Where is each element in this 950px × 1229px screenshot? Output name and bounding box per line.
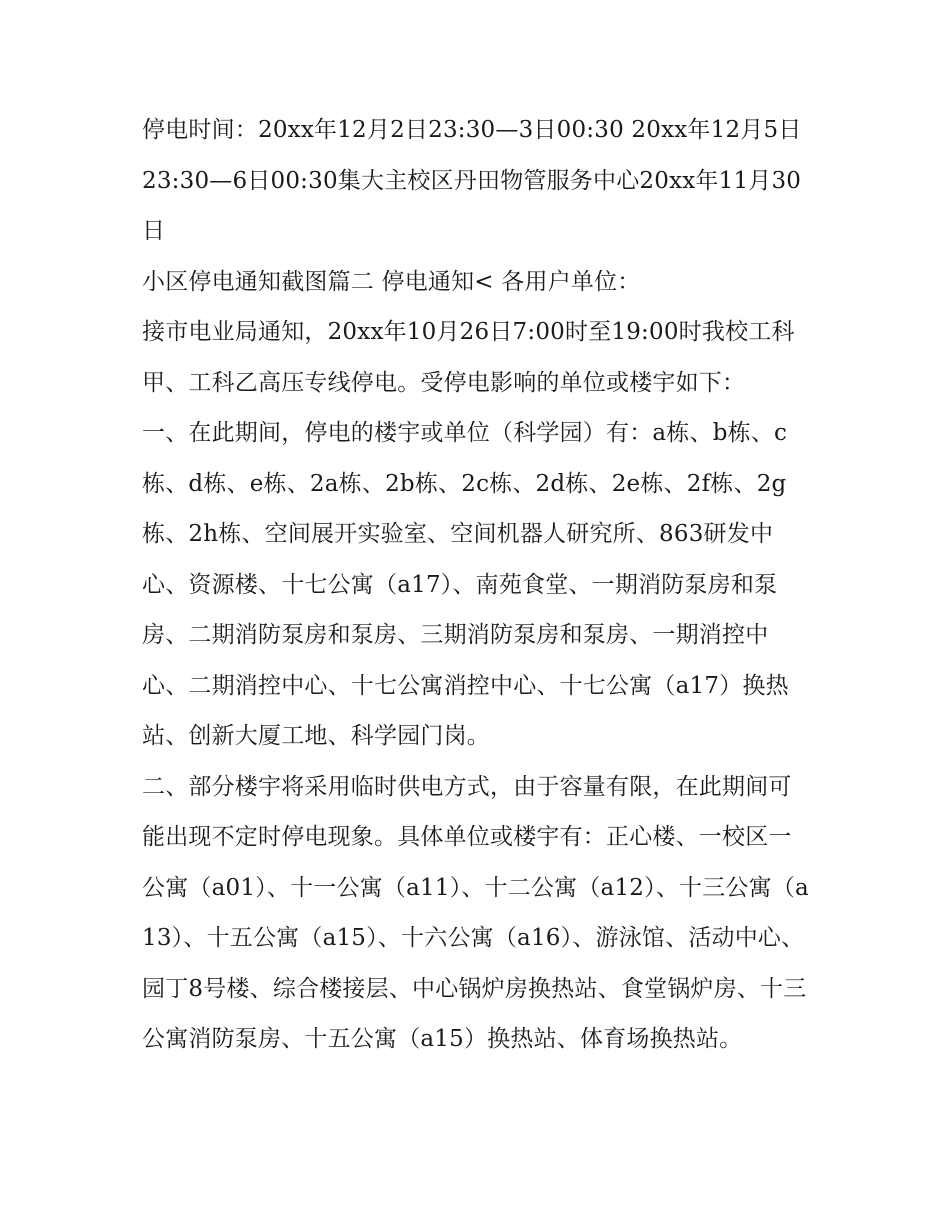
outage-time-paragraph: 停电时间：20xx年12月2日23:30—3日00:30 20xx年12月5日23:30—6日00:30集大主校区丹田物管服务中心20xx年11月30日 — [142, 117, 802, 244]
notice-heading-paragraph: 小区停电通知截图篇二 停电通知< 各用户单位： — [142, 268, 641, 295]
temporary-power-paragraph: 二、部分楼宇将采用临时供电方式，由于容量有限，在此期间可能出现不定时停电现象。具体单位或楼宇有：正心楼、一校区一公寓（a01）、十一公寓（a11）、十二公寓（a12）、十三公寓（a13）、十五公寓（a15）、十六公寓（a16）、游泳馆、活动中心、园丁8号楼、综合楼接层、中心锅炉房换热站、食堂锅炉房、十三公寓消防泵房、十五公寓（a15）换热站、体育场换热站。 — [142, 773, 809, 1052]
document-body — [142, 105, 810, 1065]
affected-buildings-paragraph: 一、在此期间，停电的楼宇或单位（科学园）有：a栋、b栋、c栋、d栋、e栋、2a栋、2b栋、2c栋、2d栋、2e栋、2f栋、2g栋、2h栋、空间展开实验室、空间机器人研究所、863研发中心、资源楼、十七公寓（a17）、南苑食堂、一期消防泵房和泵房、二期消防泵房和泵房、三期消防泵房和泵房、一期消控中心、二期消控中心、十七公寓消控中心、十七公寓（a17）换热站、创新大厦工地、科学园门岗。 — [142, 420, 789, 749]
notice-intro-paragraph: 接市电业局通知，20xx年10月26日7:00时至19:00时我校工科甲、工科乙高压专线停电。受停电影响的单位或楼宇如下： — [142, 319, 795, 396]
